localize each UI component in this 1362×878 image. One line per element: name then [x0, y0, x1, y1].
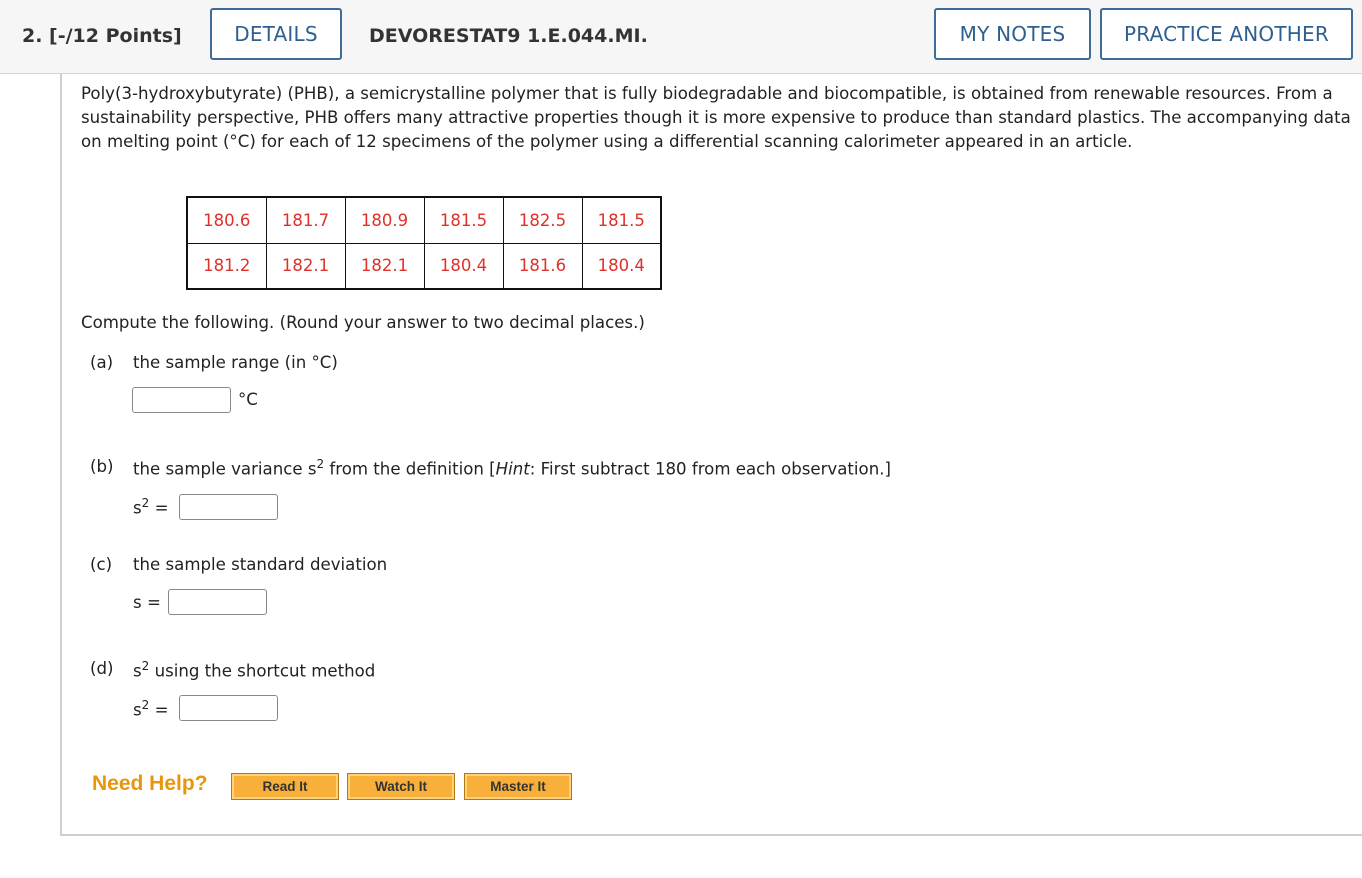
part-d-prompt [133, 659, 375, 681]
part-b-prompt-superscript: 2 [316, 457, 325, 471]
table-cell: 181.5 [582, 197, 661, 243]
table-cell: 182.1 [266, 243, 345, 289]
part-b-prompt-start: the sample variance s [133, 459, 317, 479]
instruction-text: Compute the following. (Round your answer to two decimal places.) [81, 313, 645, 332]
sample-variance-shortcut-input[interactable] [179, 695, 278, 721]
part-d-prompt-text: using the shortcut method [149, 661, 376, 681]
question-id: DEVORESTAT9 1.E.044.MI. [369, 25, 648, 47]
equals-sign: = [154, 498, 169, 518]
part-a-label: (a) [90, 353, 114, 372]
variance-symbol-b [133, 496, 168, 518]
table-row [187, 243, 661, 289]
part-d-label: (d) [90, 659, 114, 678]
superscript-2: 2 [141, 698, 150, 712]
part-d-prompt-var: s [133, 661, 142, 681]
part-b-prompt-middle: from the definition [ [324, 459, 496, 479]
table-cell: 180.4 [424, 243, 503, 289]
hint-word: Hint [495, 459, 530, 479]
std-dev-symbol [133, 593, 161, 612]
unit-celsius: °C [238, 390, 258, 409]
table-cell: 181.2 [187, 243, 266, 289]
equals-sign: = [154, 700, 169, 720]
master-it-button[interactable]: Master It [464, 773, 572, 800]
sample-range-input[interactable] [132, 387, 231, 413]
hint-text: : First subtract 180 from each observation.] [529, 459, 891, 479]
practice-another-button[interactable]: PRACTICE ANOTHER [1100, 8, 1353, 60]
table-cell: 180.4 [582, 243, 661, 289]
table-row [187, 197, 661, 243]
question-body-frame [60, 74, 1362, 836]
table-cell: 181.5 [424, 197, 503, 243]
table-cell: 182.5 [503, 197, 582, 243]
variable-s: s [133, 593, 142, 612]
sample-std-dev-input[interactable] [168, 589, 267, 615]
variable-s: s [133, 700, 142, 720]
variance-symbol-d [133, 698, 168, 720]
my-notes-button[interactable]: MY NOTES [934, 8, 1091, 60]
need-help-label: Need Help? [92, 772, 208, 795]
part-c-prompt: the sample standard deviation [133, 555, 388, 574]
table-cell: 181.6 [503, 243, 582, 289]
watch-it-button[interactable]: Watch It [347, 773, 455, 800]
part-c-label: (c) [90, 555, 113, 574]
table-cell: 180.9 [345, 197, 424, 243]
read-it-button[interactable]: Read It [231, 773, 339, 800]
question-intro-text: Poly(3-hydroxybutyrate) (PHB), a semicrystalline polymer that is fully biodegradable and biocompatible, is obtained from renewable resources. From a sustainability perspective, PHB offers many attractive properties though it is more expensive to produce than standard plastics. The accompanying data on melting point (°C) for each of 12 specimens of the polymer using a differential scanning calorimeter appeared in an article. [81, 84, 1351, 151]
details-button[interactable]: DETAILS [210, 8, 342, 60]
part-d-prompt-superscript: 2 [141, 659, 150, 673]
sample-variance-definition-input[interactable] [179, 494, 278, 520]
table-cell: 181.7 [266, 197, 345, 243]
superscript-2: 2 [141, 496, 150, 510]
table-cell: 182.1 [345, 243, 424, 289]
data-table [186, 196, 662, 290]
part-a-prompt: the sample range (in °C) [133, 353, 338, 372]
part-b-prompt [133, 457, 891, 479]
equals-sign: = [146, 593, 161, 612]
part-b-label: (b) [90, 457, 114, 476]
variable-s: s [133, 498, 142, 518]
table-cell: 180.6 [187, 197, 266, 243]
question-header [0, 0, 1362, 74]
question-points: 2. [-/12 Points] [22, 25, 182, 47]
